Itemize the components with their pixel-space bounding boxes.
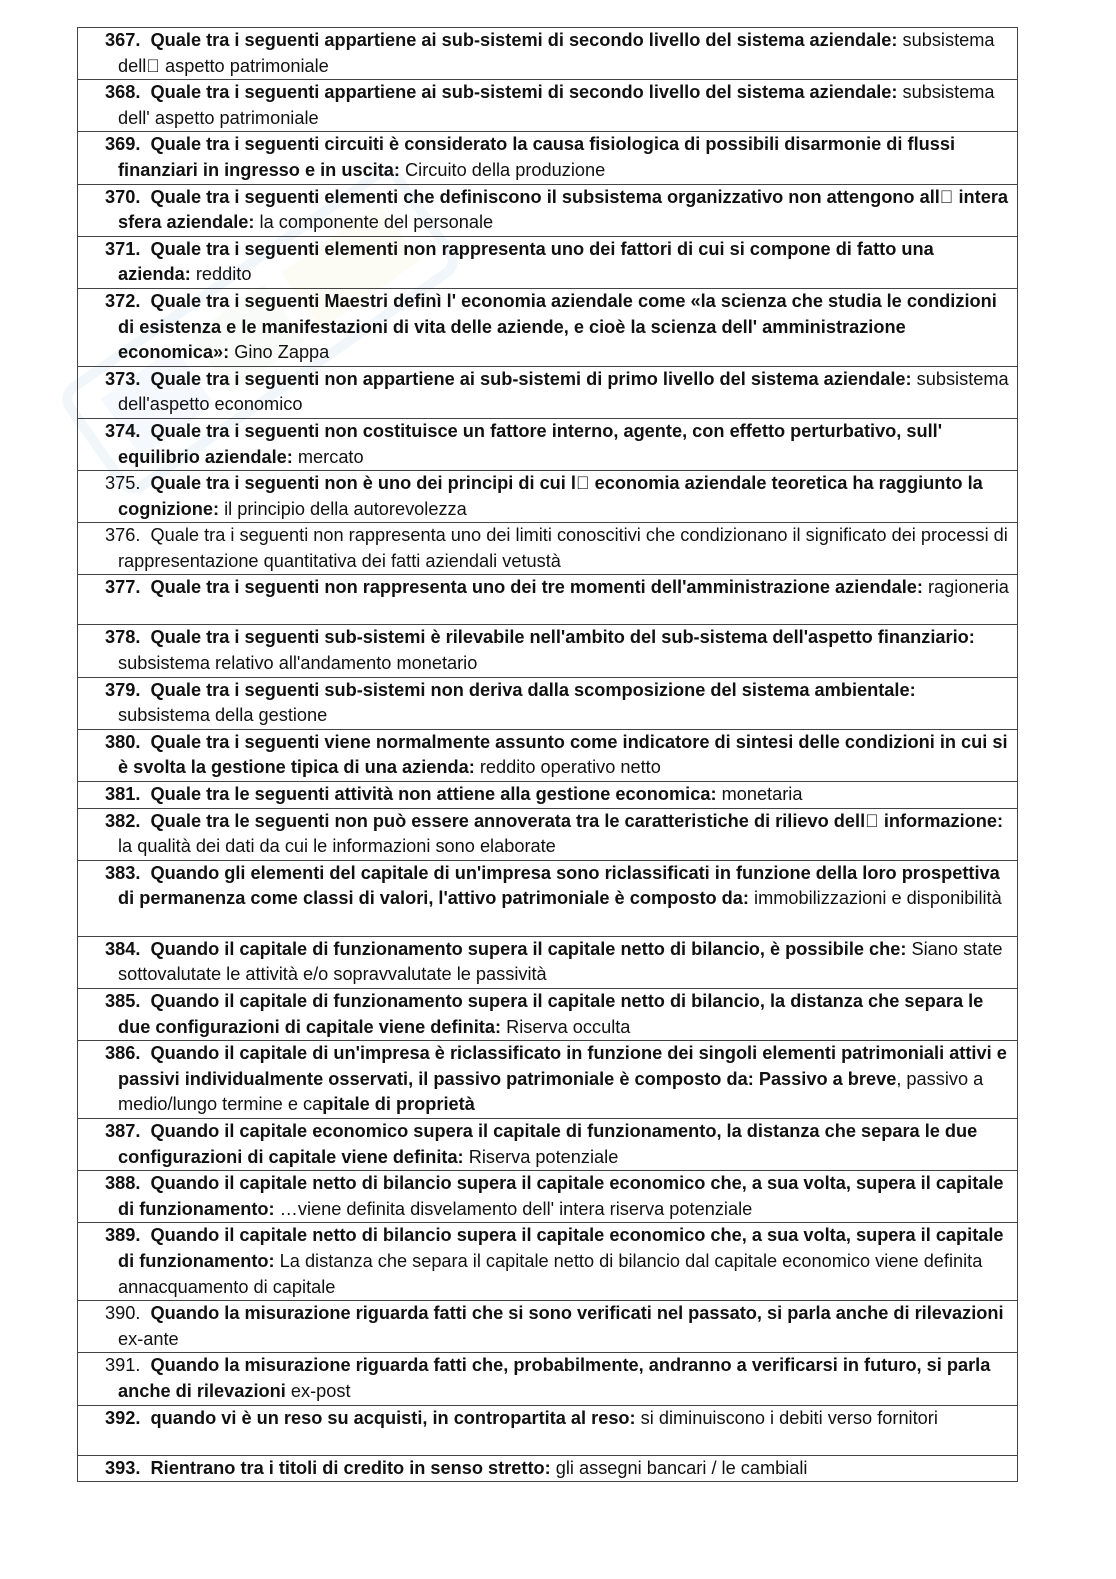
answer-text: la qualità dei dati da cui le informazioni sono elaborate: [118, 836, 556, 857]
question-number: 369.: [105, 134, 141, 155]
question-text: Quale tra i seguenti circuiti è considerato la causa fisiologica di possibili disarmonie di flussi finanziari in ingresso e in uscita:: [118, 134, 956, 180]
question-number: 374.: [105, 420, 141, 441]
answer-text: Circuito della produzione: [405, 159, 606, 180]
question-number: 391.: [105, 1355, 141, 1376]
question-text: Quale tra i seguenti non rappresenta uno dei limiti conoscitivi che condizionano il significato dei processi di rappresentazione quantitativa dei fatti aziendali: [118, 525, 1008, 571]
question-text: Quale tra le seguenti attività non attiene alla gestione economica:: [150, 784, 717, 805]
answer-text: La distanza che separa il capitale netto di bilancio dal capitale economico viene definita annacquamento di capitale: [118, 1250, 983, 1297]
answer-text: gli assegni bancari / le cambiali: [555, 1457, 808, 1478]
answer-text: mercato: [297, 446, 364, 467]
answer-text: Riserva potenziale: [468, 1146, 619, 1167]
question-text: Quale tra i seguenti sub-sistemi non deriva dalla scomposizione del sistema ambientale:: [150, 679, 916, 700]
question-text: Quale tra i seguenti elementi che definiscono il subsistema organizzativo non attengono all  intera sfera aziendale:: [118, 186, 1009, 233]
question-number: 389.: [105, 1225, 141, 1246]
table-cell: [78, 418, 1018, 470]
question-text: Quando il capitale netto di bilancio supera il capitale economico che, a sua volta, supera il capitale di funzionamento:: [118, 1173, 1004, 1219]
question-number: 382.: [105, 810, 141, 831]
table-cell: [78, 575, 1018, 625]
question-text: Quando il capitale di funzionamento supera il capitale netto di bilancio, la distanza che separa le due configurazioni di capitale viene definita:: [118, 991, 984, 1037]
answer-bold-part: pitale di proprietà: [322, 1094, 475, 1115]
table-cell: [78, 288, 1018, 366]
question-number: 381.: [105, 784, 141, 805]
question-number: 372.: [105, 290, 141, 311]
table-cell: [78, 1171, 1018, 1223]
question-number: 379.: [105, 679, 141, 700]
question-number: 388.: [105, 1173, 141, 1194]
question-number: 384.: [105, 938, 141, 959]
table-cell: [78, 132, 1018, 184]
question-text: quando vi è un reso su acquisti, in contropartita al reso:: [150, 1407, 636, 1428]
question-text: Quale tra i seguenti non appartiene ai sub-sistemi di primo livello del sistema aziendale:: [150, 368, 912, 389]
answer-text: Riserva occulta: [506, 1016, 631, 1037]
table-row: [78, 288, 1018, 366]
question-number: 386.: [105, 1043, 141, 1064]
table-row: [78, 1455, 1018, 1482]
question-text: Quale tra i seguenti viene normalmente assunto come indicatore di sintesi delle condizioni in cui si è svolta la gestione tipica di una azienda:: [118, 731, 1008, 778]
table-cell: [78, 1353, 1018, 1405]
question-text: Quale tra i seguenti non costituisce un fattore interno, agente, con effetto perturbativo, sull' equilibrio aziendale:: [118, 420, 943, 467]
answer-text: subsistema dell' aspetto patrimoniale: [118, 82, 995, 128]
table-cell: [78, 471, 1018, 523]
table-row: [78, 1405, 1018, 1455]
answer-text: , passivo a medio/lungo termine e ca: [118, 1068, 984, 1115]
answer-text: subsistema relativo all'andamento monetario: [118, 653, 478, 674]
table-row: [78, 1041, 1018, 1119]
table-cell: [78, 782, 1018, 809]
table-cell: [78, 625, 1018, 677]
qa-table: [77, 27, 1018, 1482]
table-row: [78, 808, 1018, 860]
answer-text: vetustà: [502, 550, 561, 571]
table-row: [78, 936, 1018, 988]
question-text: Quando il capitale di funzionamento supera il capitale netto di bilancio, è possibile che:: [150, 938, 907, 959]
answer-text: si diminuiscono i debiti verso fornitori: [640, 1407, 938, 1428]
question-number: 370.: [105, 186, 141, 207]
table-row: [78, 1353, 1018, 1405]
question-text: Quale tra le seguenti non può essere annoverata tra le caratteristiche di rilievo dell  informazione:: [150, 810, 1004, 831]
question-text: Quando la misurazione riguarda fatti che, probabilmente, andranno a verificarsi in futuro, si parla anche di rilevazioni: [118, 1355, 991, 1401]
table-row: [78, 989, 1018, 1041]
question-number: 377.: [105, 577, 141, 598]
table-cell: [78, 860, 1018, 936]
table-row: [78, 184, 1018, 236]
question-text: Quale tra i seguenti non rappresenta uno dei tre momenti dell'amministrazione aziendale:: [150, 577, 923, 598]
question-text: Rientrano tra i titoli di credito in senso stretto:: [150, 1457, 551, 1478]
answer-text: subsistema dell'aspetto economico: [118, 368, 1009, 415]
question-text: Quale tra i seguenti sub-sistemi è rilevabile nell'ambito del sub-sistema dell'aspetto finanziario:: [150, 627, 975, 648]
question-number: 371.: [105, 238, 141, 259]
question-number: 387.: [105, 1120, 141, 1141]
answer-text: Gino Zappa: [234, 342, 330, 363]
table-row: [78, 28, 1018, 80]
question-number: 368.: [105, 82, 141, 103]
answer-text: la componente del personale: [259, 212, 494, 233]
table-cell: [78, 1405, 1018, 1455]
table-row: [78, 1301, 1018, 1353]
question-text: Quale tra i seguenti elementi non rappresenta uno dei fattori di cui si compone di fatto una azienda:: [118, 238, 934, 285]
question-text: Quando il capitale economico supera il capitale di funzionamento, la distanza che separa le due configurazioni di capitale viene definita:: [118, 1120, 978, 1167]
answer-text: immobilizzazioni e disponibilità: [754, 888, 1002, 909]
table-row: [78, 625, 1018, 677]
question-number: 392.: [105, 1407, 141, 1428]
question-number: 393.: [105, 1457, 141, 1478]
table-row: [78, 1223, 1018, 1301]
table-row: [78, 366, 1018, 418]
table-row: [78, 471, 1018, 523]
question-number: 383.: [105, 862, 141, 883]
answer-text: monetaria: [721, 784, 803, 805]
question-number: 375.: [105, 473, 141, 494]
table-row: [78, 860, 1018, 936]
table-row: [78, 782, 1018, 809]
question-number: 390.: [105, 1303, 141, 1324]
answer-text: subsistema dell  aspetto patrimoniale: [118, 30, 995, 76]
question-number: 385.: [105, 991, 141, 1011]
question-number: 380.: [105, 731, 141, 752]
table-cell: [78, 366, 1018, 418]
table-cell: [78, 236, 1018, 288]
question-number: 367.: [105, 30, 141, 50]
table-cell: [78, 1223, 1018, 1301]
question-number: 373.: [105, 368, 141, 389]
table-cell: [78, 936, 1018, 988]
table-row: [78, 1118, 1018, 1170]
answer-text: Siano state sottovalutate le attività e/o sopravvalutate le passività: [118, 938, 1003, 985]
question-text: Quando gli elementi del capitale di un'impresa sono riclassificati in funzione della loro prospettiva di permanenza come classi di valori, l'attivo patrimoniale è composto da:: [118, 862, 1000, 909]
table-row: [78, 575, 1018, 625]
question-number: 378.: [105, 627, 141, 648]
question-text: Quale tra i seguenti appartiene ai sub-sistemi di secondo livello del sistema aziendale:: [150, 82, 898, 103]
table-row: [78, 236, 1018, 288]
answer-text: subsistema della gestione: [118, 705, 328, 726]
question-text: Quando la misurazione riguarda fatti che si sono verificati nel passato, si parla anche di rilevazioni: [150, 1303, 1004, 1324]
question-text: Quando il capitale di un'impresa è riclassificato in funzione dei singoli elementi patrimoniali attivi e passivi individualmente osservati, il passivo patrimoniale è composto da:: [118, 1043, 1007, 1089]
answer-text: ragioneria: [928, 577, 1009, 598]
table-cell: [78, 1118, 1018, 1170]
answer-text: ex-ante: [118, 1328, 179, 1349]
answer-text: reddito: [195, 264, 252, 285]
answer-text: il principio della autorevolezza: [224, 498, 467, 519]
table-row: [78, 1171, 1018, 1223]
table-cell: [78, 1301, 1018, 1353]
table-row: [78, 80, 1018, 132]
table-row: [78, 677, 1018, 729]
answer-text: ex-post: [290, 1380, 351, 1401]
table-cell: [78, 184, 1018, 236]
answer-text: …viene definita disvelamento dell' intera riserva potenziale: [279, 1198, 753, 1219]
table-row: [78, 418, 1018, 470]
table-cell: [78, 1041, 1018, 1119]
table-row: [78, 132, 1018, 184]
table-row: [78, 729, 1018, 781]
table-cell: [78, 28, 1018, 80]
table-cell: [78, 989, 1018, 1041]
table-cell: [78, 80, 1018, 132]
question-text: Quale tra i seguenti non è uno dei principi di cui l  economia aziendale teoretica ha raggiunto la cognizione:: [118, 473, 983, 519]
table-cell: [78, 523, 1018, 575]
table-cell: [78, 677, 1018, 729]
answer-text: reddito operativo netto: [479, 757, 661, 778]
question-text: Quale tra i seguenti appartiene ai sub-sistemi di secondo livello del sistema aziendale:: [150, 30, 898, 50]
table-cell: [78, 808, 1018, 860]
question-text: Quando il capitale netto di bilancio supera il capitale economico che, a sua volta, supera il capitale di funzionamento:: [118, 1225, 1004, 1271]
question-number: 376.: [105, 525, 141, 546]
table-cell: [78, 1455, 1018, 1482]
table-row: [78, 523, 1018, 575]
table-cell: [78, 729, 1018, 781]
question-text: Quale tra i seguenti Maestri definì l' economia aziendale come «la scienza che studia le condizioni di esistenza e le manifestazioni di vita delle aziende, e cioè la scienza dell' amministrazione economica»:: [118, 290, 997, 363]
answer-bold-part: Passivo a breve: [758, 1068, 897, 1089]
